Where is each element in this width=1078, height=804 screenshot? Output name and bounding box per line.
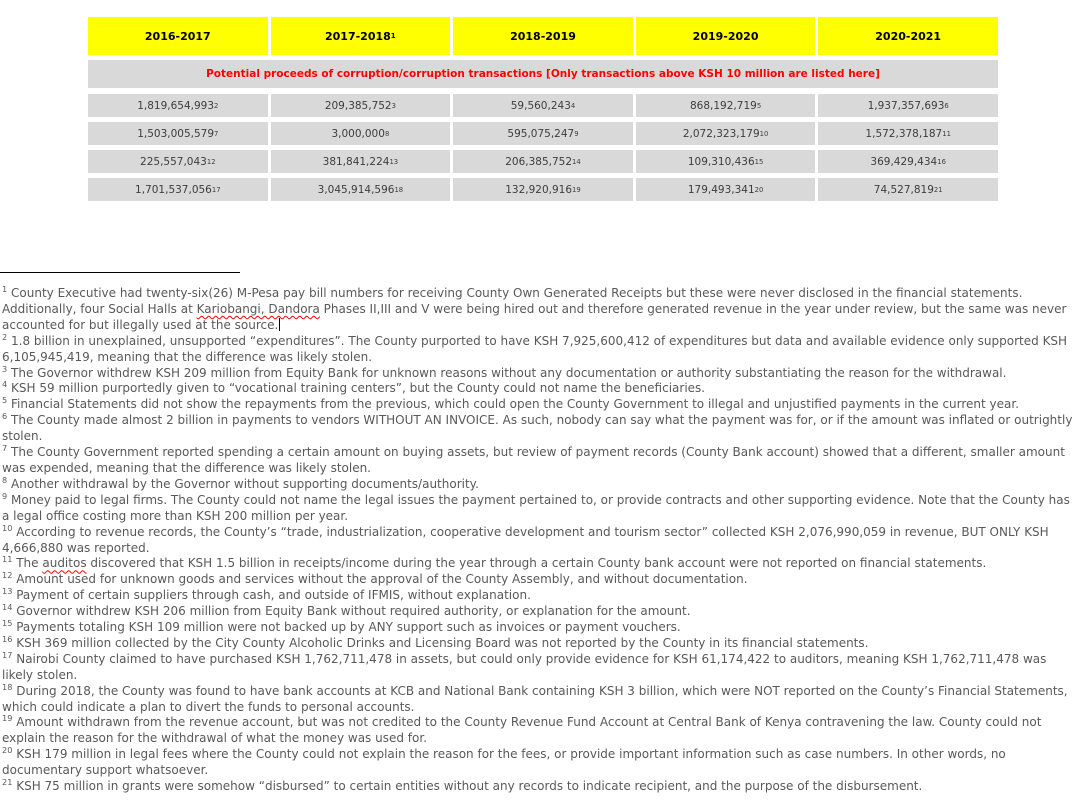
footnote-number: 18: [2, 681, 13, 692]
footnote: $^8$ Another withdrawal by the Governor without supporting documents/authority.: [2, 474, 479, 491]
footnote-number: 19: [2, 713, 13, 724]
footnote: $^{14}$ Governor withdrew KSH 206 million from Equity Bank without required authority, or explanation for the amount.: [2, 602, 691, 619]
footnote: $^{13}$ Payment of certain suppliers through cash, and outside of IFMIS, without explanation.: [2, 586, 531, 603]
footnote: $^3$ The Governor withdrew KSH 209 million from Equity Bank for unknown reasons without any documentation or authority substantiating the reason for the withdrawal.: [2, 363, 1007, 380]
amount-cell: 74,527,819 21: [818, 178, 998, 201]
footnote: $^{10}$ According to revenue records, the County’s “trade, industrialization, cooperative development and tourism sector” collected KSH 2,076,990,059 in revenue, BUT ONLY KSH 4,666,880 was reported.: [2, 522, 1053, 555]
footnote: $^7$ The County Government reported spending a certain amount on buying assets, but review of payment records (County Bank account) showed that a different, smaller amount was expended, meaning that the difference was likely stolen.: [2, 443, 1069, 475]
amount-cell: 206,385,752 14: [453, 150, 633, 173]
amount-cell: 1,572,378,187 11: [818, 122, 998, 145]
year-header-cell: 2020-2021: [818, 17, 998, 55]
footnote-number: 17: [2, 649, 13, 660]
misspelled-text: auditos: [42, 556, 87, 571]
footnote-number: 2: [2, 331, 8, 342]
footnote: $^{16}$ KSH 369 million collected by the City County Alcoholic Drinks and Licensing Board was not reported by the County in its financial statements.: [2, 633, 869, 650]
footnote-number: 12: [2, 570, 13, 581]
footnote-number: 14: [2, 602, 13, 613]
text-cursor: [279, 318, 280, 331]
table-row: [88, 150, 998, 173]
footnote-number: 13: [2, 586, 13, 597]
footnote: $^4$ KSH 59 million purportedly given to “vocational training centers”, but the County could not name the beneficiaries.: [2, 379, 706, 396]
footnote: $^6$ The County made almost 2 billion in payments to vendors WITHOUT AN INVOICE. As such, nobody can say what the payment was for, or if the amount was inflated or outrightly stolen.: [2, 411, 1077, 444]
footnote-number: 9: [2, 490, 8, 501]
amount-cell: 1,819,654,993 2: [88, 94, 268, 117]
amount-cell: 132,920,916 19: [453, 178, 633, 201]
amount-cell: 3,045,914,596 18: [271, 178, 451, 201]
footnote-number: 11: [2, 554, 13, 565]
amount-cell: 1,937,357,693 6: [818, 94, 998, 117]
table-body: [88, 94, 998, 201]
year-header-cell: 2019-2020: [636, 17, 816, 55]
amount-cell: 3,000,000 8: [271, 122, 451, 145]
footnote-separator: [0, 272, 240, 273]
fiscal-year-table: [88, 17, 998, 206]
footnote-number: 16: [2, 633, 13, 644]
footnote: $^{21}$ KSH 75 million in grants were somehow “disbursed” to certain entities without any records to indicate recipient, and the purpose of the disbursement.: [2, 777, 923, 794]
table-header-row: [88, 17, 998, 55]
table-row: [88, 178, 998, 201]
footnote: $^{19}$ Amount withdrawn from the revenue account, but was not credited to the County Revenue Fund Account at Central Bank of Kenya contravening the law. County could not explain the reason for the withdrawal of what the money was used for.: [2, 713, 1046, 746]
amount-cell: 1,503,005,579 7: [88, 122, 268, 145]
table-row: [88, 122, 998, 145]
table-row: [88, 94, 998, 117]
footnote-number: 1: [2, 284, 8, 294]
footnote-number: 4: [2, 379, 8, 390]
footnote: $^{20}$ KSH 179 million in legal fees where the County could not explain the reason for the fees, or provide important information such as case numbers. In other words, no documentary support whatsoever.: [2, 745, 1010, 778]
footnote: $^{12}$ Amount used for unknown goods and services without the approval of the County Assembly, and without documentation.: [2, 570, 748, 587]
amount-cell: 595,075,247 9: [453, 122, 633, 145]
footnote: $^{17}$ Nairobi County claimed to have purchased KSH 1,762,711,478 in assets, but could only provide evidence for KSH 61,174,422 to auditors, meaning KSH 1,762,711,478 was likely stolen.: [2, 649, 1051, 682]
footnote-number: 20: [2, 745, 13, 756]
footnote: $^2$ 1.8 billion in unexplained, unsupported “expenditures”. The County purported to have KSH 7,925,600,412 of expenditures but data and available evidence only supported KSH 6,105,945,419, meaning that the difference was likely stolen.: [2, 331, 1071, 364]
amount-cell: 209,385,752 3: [271, 94, 451, 117]
amount-cell: 109,310,436 15: [636, 150, 816, 173]
table-subtitle-row: [88, 60, 998, 88]
footnote-number: 21: [2, 777, 13, 788]
footnote: $^1$ County Executive had twenty-six(26) M-Pesa pay bill numbers for receiving County Own Generated Receipts but these were never disclosed in the financial statements. Additionally, four Social Halls at Kariobangi, Dandora Phases II,III and V were being hired out and therefore generated revenue in the year under review, but the same was never accounted for but illegally used at the source.: [2, 284, 1071, 332]
footnote: $^{11}$ The auditos discovered that KSH 1.5 billion in receipts/income during the year through a certain County bank account were not reported on financial statements.: [2, 554, 987, 571]
amount-cell: 179,493,341 20: [636, 178, 816, 201]
footnotes-section: [2, 286, 1076, 795]
year-header-cell: 2018-2019: [453, 17, 633, 55]
table-subtitle: Potential proceeds of corruption/corruption transactions [Only transactions above KSH 10 million are listed here]: [206, 68, 880, 80]
footnote: $^9$ Money paid to legal firms. The County could not name the legal issues the payment pertained to, or provide contracts and other supporting evidence. Note that the County has a legal office costing more than KSH 200 million per year.: [2, 490, 1074, 523]
footnote-number: 5: [2, 395, 8, 406]
amount-cell: 225,557,043 12: [88, 150, 268, 173]
footnote: $^{15}$ Payments totaling KSH 109 million were not backed up by ANY support such as invoices or payment vouchers.: [2, 618, 681, 635]
footnote: $^5$ Financial Statements did not show the repayments from the previous, which could open the County Government to illegal and unjustified payments in the current year.: [2, 395, 1020, 412]
year-header-cell: 2017-2018 1: [271, 17, 451, 55]
footnote-number: 15: [2, 618, 13, 629]
footnote-number: 10: [2, 522, 13, 533]
amount-cell: 1,701,537,056 17: [88, 178, 268, 201]
amount-cell: 381,841,224 13: [271, 150, 451, 173]
amount-cell: 59,560,243 4: [453, 94, 633, 117]
amount-cell: 868,192,719 5: [636, 94, 816, 117]
amount-cell: 2,072,323,179 10: [636, 122, 816, 145]
footnote-number: 7: [2, 443, 8, 454]
footnote-number: 8: [2, 474, 8, 485]
footnote: $^{18}$ During 2018, the County was found to have bank accounts at KCB and National Bank containing KSH 3 billion, which were NOT reported on the County’s Financial Statements, which could indicate a plan to divert the funds to personal accounts.: [2, 681, 1072, 714]
footnote-number: 3: [2, 363, 8, 374]
misspelled-text: Kariobangi, Dandora: [196, 301, 320, 316]
amount-cell: 369,429,434 16: [818, 150, 998, 173]
year-header-cell: 2016-2017: [88, 17, 268, 55]
footnote-number: 6: [2, 411, 8, 422]
